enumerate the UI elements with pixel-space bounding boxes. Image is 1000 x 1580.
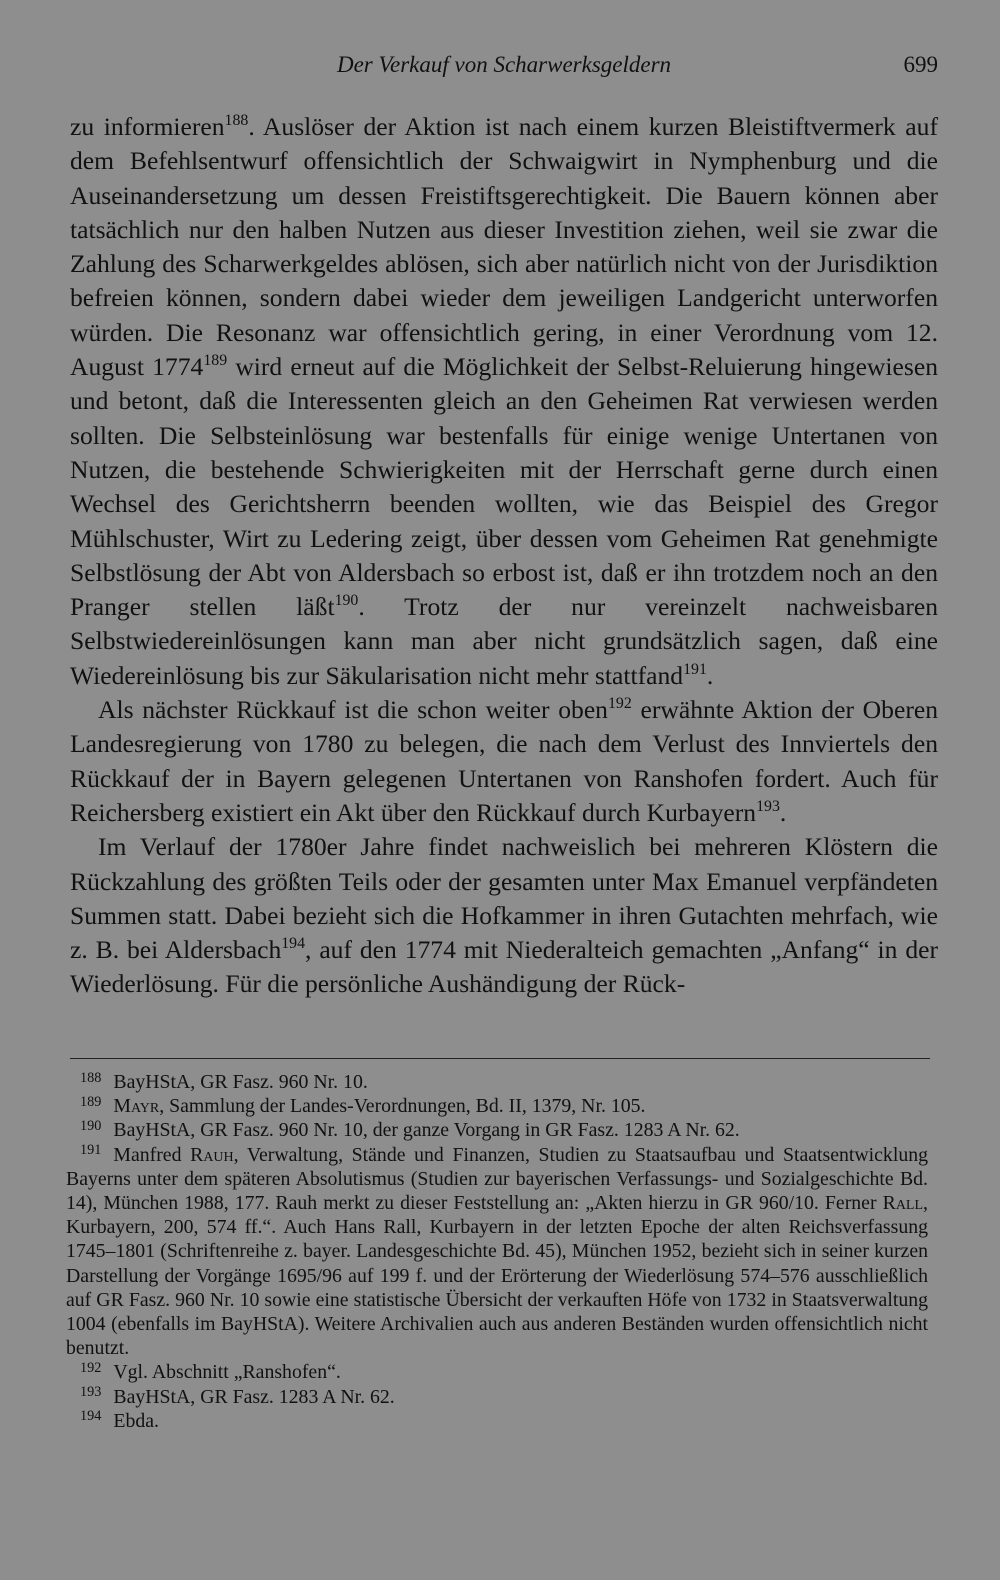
footnote-text: BayHStA, GR Fasz. 960 Nr. 10. — [113, 1071, 368, 1093]
footnote-number: 190 — [80, 1118, 102, 1134]
footnote-text: , Verwaltung, Stände und Finanzen, Studien zu Staatsaufbau und Staatsentwicklung Bayerns unter dem späteren Absolutismus (Studien zur bayerischen Verfassungs- und Sozialgeschichte Bd. 14), München 1988, 177. Rauh merkt zu dieser Feststellung an: „Akten hierzu in GR 960/10. Ferner — [66, 1143, 928, 1215]
text-run: . Trotz der nur vereinzelt nachweisbaren Selbstwiedereinlösungen kann man aber nicht grundsätzlich sagen, daß eine Wiedereinlösung bis zur Säkularisation nicht mehr stattfand — [70, 592, 939, 690]
footnote-text: , Sammlung der Landes-Verordnungen, Bd. II, 1379, Nr. 105. — [159, 1095, 646, 1118]
main-text — [70, 110, 938, 1002]
text-run: , auf den 1774 mit Niederalteich gemachten „Anfang“ in der Wiederlösung. Für die persönliche Aushändigung der Rück- — [70, 935, 938, 999]
footnote-text: , Kurbayern, 200, 574 ff.“. Auch Hans Rall, Kurbayern in der letzten Epoche der alten Reichsverfassung 1745–1801 (Schriftenreihe z. bayer. Landesgeschichte Bd. 45), München 1952, bezieht sich in seiner kurzen Darstellung der Vorgänge 1695/96 auf 199 f. und der Erörterung der Wiederlösung 574–576 ausschließlich auf GR Fasz. 960 Nr. 10 sowie eine statistische Übersicht der verkauften Höfe von 1732 in Staatsverwaltung 1004 (ebenfalls im BayHStA). Weitere Archivalien auch aus anderen Beständen wurden offensichtlich nicht benutzt. — [66, 1192, 928, 1360]
footnote-number: 192 — [80, 1360, 102, 1377]
footnote-number: 194 — [80, 1408, 102, 1425]
footnote-number: 189 — [80, 1093, 102, 1110]
text-run: wird erneut auf die Möglichkeit der Selbst-Reluierung hingewiesen und betont, daß die Interessenten gleich an den Geheimen Rat verwiesen werden sollten. Die Selbsteinlösung war bestenfalls für einige wenige Untertanen von Nutzen, die bestehende Schwierigkeiten mit der Herrschaft gerne durch einen Wechsel des Gerichtsherrn beenden wollten, wie das Beispiel des Gregor Mühlschuster, Wirt zu Ledering zeigt, über dessen vom Geheimen Rat genehmigte Selbstlösung der Abt von Aldersbach so erbost ist, daß er ihn trotzdem noch an den Pranger stellen läßt — [70, 352, 939, 622]
footnote-text: Manfred — [113, 1143, 191, 1166]
paragraph-1 — [70, 110, 938, 693]
footnote-text: BayHStA, GR Fasz. 1283 A Nr. 62. — [113, 1385, 395, 1408]
footnote-number: 191 — [80, 1142, 102, 1159]
footnote-text: Vgl. Abschnitt „Ranshofen“. — [113, 1361, 341, 1384]
text-run: zu informieren — [70, 112, 225, 141]
text-run: Im Verlauf der 1780er Jahre findet nachweislich bei mehreren Klöstern die Rückzahlung des größten Teils oder der gesamten unter Max Emanuel verpfändeten Summen statt. Dabei bezieht sich die Hofkammer in ihren Gutachten mehrfach, wie z. B. bei Aldersbach — [70, 832, 938, 965]
footnote-191 — [66, 1143, 928, 1361]
footnote-number: 193 — [80, 1384, 102, 1401]
footnote-text: BayHStA, GR Fasz. 960 Nr. 10, der ganze Vorgang in GR Fasz. 1283 A Nr. 62. — [113, 1119, 740, 1142]
footnote-divider — [70, 1058, 930, 1059]
running-title: Der Verkauf von Scharwerksgeldern — [336, 52, 672, 77]
footnote-ref: 192 — [607, 695, 632, 713]
text-run: . Auslöser der Aktion ist nach einem kurzen Bleistiftvermerk auf dem Befehlsentwurf offensichtlich der Schwaigwirt in Nymphenburg und die Auseinandersetzung um dessen Freistiftsgerechtigkeit. Die Bauern können aber tatsächlich nur den halben Nutzen aus dieser Investition ziehen, weil sie zwar die Zahlung des Scharwerkgeldes ablösen, sich aber natürlich nicht von der Jurisdiktion befreien können, sondern dabei wieder dem jeweiligen Landgericht unterworfen würden. Die Resonanz war offensichtlich gering, in einer Verordnung vom 12. August 1774 — [70, 112, 938, 382]
footnote-ref: 188 — [224, 112, 249, 130]
paragraph-3 — [70, 830, 938, 1001]
footnote-194 — [66, 1409, 928, 1433]
text-run: . — [779, 797, 787, 827]
footnote-193 — [66, 1385, 928, 1409]
footnotes — [66, 1070, 928, 1433]
author-name: Rall — [882, 1192, 924, 1215]
text-run: Als nächster Rückkauf ist die schon weiter oben — [98, 695, 608, 725]
footnote-text: Ebda. — [113, 1409, 159, 1432]
footnote-190 — [66, 1118, 928, 1142]
footnote-ref: 191 — [683, 660, 707, 678]
footnote-192 — [66, 1360, 928, 1384]
footnote-ref: 194 — [281, 935, 306, 953]
footnote-188 — [66, 1070, 928, 1094]
footnote-ref: 190 — [334, 592, 359, 610]
page-number: 699 — [903, 52, 938, 77]
text-run: erwähnte Aktion der Oberen Landesregierung von 1780 zu belegen, die nach dem Verlust des Innviertels den Rückkauf der in Bayern gelegenen Untertanen von Ranshofen fordert. Auch für Reichersberg existiert ein Akt über den Rückkauf durch Kurbayern — [70, 695, 938, 827]
footnote-ref: 189 — [203, 352, 228, 370]
text-run: . — [706, 660, 714, 690]
author-name: Rauh — [190, 1143, 234, 1166]
author-name: Mayr — [113, 1095, 160, 1118]
footnote-ref: 193 — [756, 798, 780, 816]
paragraph-2 — [70, 693, 938, 830]
footnote-number: 188 — [80, 1069, 102, 1086]
footnote-189 — [66, 1094, 928, 1118]
running-header — [70, 52, 938, 86]
